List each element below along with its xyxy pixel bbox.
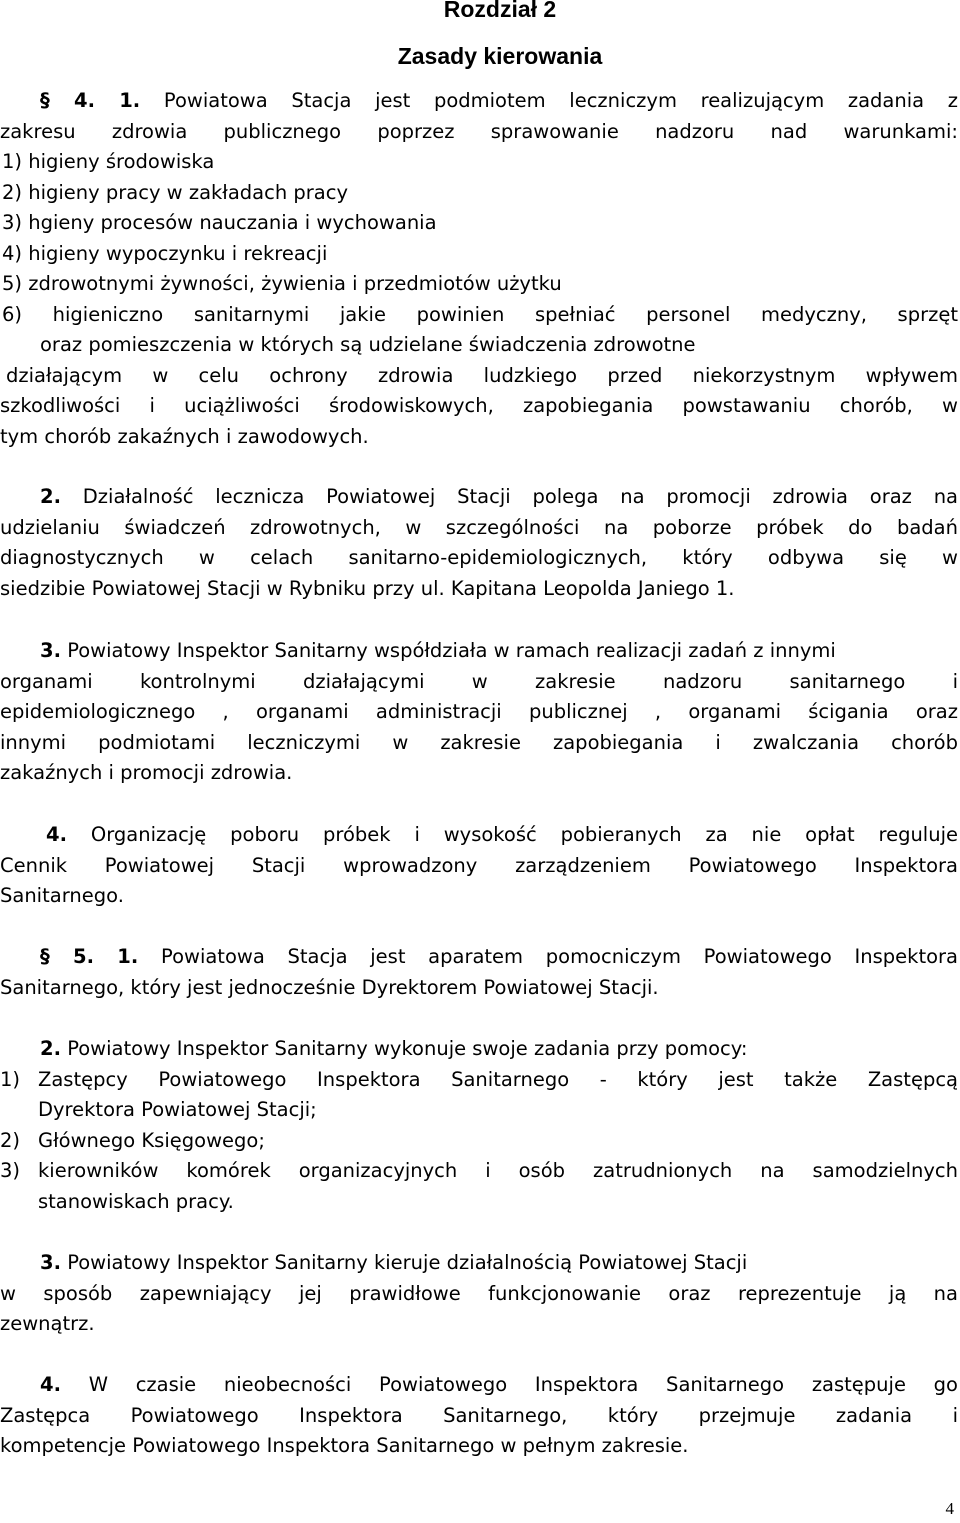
paragraph-text: Powiatowy Inspektor Sanitarny współdziała w ramach realizacji zadań z innymi xyxy=(67,639,836,662)
list-line: Dyrektora Powiatowej Stacji; xyxy=(38,1098,317,1121)
list-item: 5) zdrowotnymi żywności, żywienia i przedmiotów użytku xyxy=(2,272,562,295)
paragraph-line: Cennik Powiatowej Stacji wprowadzony zarządzeniem Powiatowego Inspektora xyxy=(0,853,958,877)
helpers-list xyxy=(0,1065,958,1218)
paragraph-line xyxy=(0,1370,958,1401)
list-item xyxy=(0,1156,958,1217)
list-number: 2) xyxy=(0,1128,21,1152)
list-text xyxy=(38,1065,958,1126)
paragraph-line: zakaźnych i promocji zdrowia. xyxy=(0,761,293,784)
section-4-paragraph-2 xyxy=(0,482,958,604)
paragraph-text: Powiatowa Stacja jest aparatem pomocniczym Powiatowego Inspektora xyxy=(161,945,959,968)
paragraph-line: Sanitarnego. xyxy=(0,884,124,907)
paragraph-line: szkodliwości i uciążliwości środowiskowych, zapobiegania powstawaniu chorób, w xyxy=(0,394,958,417)
list-item xyxy=(0,1126,958,1157)
list-item: 1) higieny środowiska xyxy=(2,150,215,173)
paragraph-line xyxy=(0,1248,958,1279)
chapter-subtitle: Zasady kierowania xyxy=(397,43,603,69)
list-item xyxy=(0,1065,958,1126)
paragraph-text: Organizację poboru próbek i wysokość pobieranych za nie opłat reguluje xyxy=(90,823,958,846)
paragraph-text: W czasie nieobecności Powiatowego Inspektora Sanitarnego zastępuje go xyxy=(88,1373,958,1396)
section-5-paragraph-3 xyxy=(0,1248,958,1340)
list-item: 3) hgieny procesów nauczania i wychowania xyxy=(2,211,437,234)
paragraph-line xyxy=(0,820,958,851)
paragraph-text: Działalność lecznicza Powiatowej Stacji polega na promocji zdrowia oraz na xyxy=(82,485,958,508)
paragraph-line xyxy=(0,482,958,513)
paragraph-marker: 3. xyxy=(40,639,61,662)
section-5-paragraph-2 xyxy=(0,1034,958,1217)
list-number: 3) xyxy=(0,1159,21,1182)
section-4-paragraph-4 xyxy=(0,820,958,912)
paragraph-line: w sposób zapewniający jej prawidłowe funkcjonowanie oraz reprezentuje ją na xyxy=(0,1281,958,1305)
paragraph-line xyxy=(0,1034,958,1065)
list-line: Głównego Księgowego; xyxy=(38,1128,265,1152)
list-item: 6) higieniczno sanitarnymi jakie powinien spełniać personel medyczny, sprzęt xyxy=(2,302,958,326)
paragraph-line xyxy=(0,942,958,973)
paragraph-text: Powiatowy Inspektor Sanitarny kieruje działalnością Powiatowej Stacji xyxy=(67,1251,748,1274)
list-text xyxy=(38,1156,958,1217)
list-item: 2) higieny pracy w zakładach pracy xyxy=(2,180,349,204)
list-text xyxy=(38,1126,958,1157)
list-line: stanowiskach pracy. xyxy=(38,1189,234,1213)
list-item: 4) higieny wypoczynku i rekreacji xyxy=(2,241,328,265)
paragraph-line: działającym w celu ochrony zdrowia ludzkiego przed niekorzystnym wpływem xyxy=(6,363,958,387)
paragraph-line: organami kontrolnymi działającymi w zakresie nadzoru sanitarnego i xyxy=(0,669,958,693)
paragraph-line: Sanitarnego, który jest jednocześnie Dyrektorem Powiatowej Stacji. xyxy=(0,975,659,999)
paragraph-text: Powiatowy Inspektor Sanitarny wykonuje swoje zadania przy pomocy: xyxy=(67,1037,748,1060)
section-5-paragraph-1 xyxy=(0,942,958,1003)
paragraph-line: zewnątrz. xyxy=(0,1312,95,1335)
paragraph-marker: 3. xyxy=(40,1251,61,1274)
paragraph-marker: 4. xyxy=(40,1373,61,1396)
paragraph-line: epidemiologicznego , organami administracji publicznej , organami ścigania oraz xyxy=(0,700,958,723)
paragraph-marker: 4. xyxy=(46,823,67,846)
paragraph-line xyxy=(0,86,958,117)
paragraph-line xyxy=(0,636,958,667)
paragraph-line: innymi podmiotami leczniczymi w zakresie zapobiegania i zwalczania chorób xyxy=(0,730,958,754)
paragraph-marker: 2. xyxy=(40,1037,61,1060)
chapter-title: Rozdział 2 xyxy=(443,0,557,22)
paragraph-text: Powiatowa Stacja jest podmiotem leczniczym realizującym zadania z xyxy=(163,89,958,112)
paragraph-line: diagnostycznych w celach sanitarno-epidemiologicznych, który odbywa się w xyxy=(0,546,958,569)
list-line: Zastępcy Powiatowego Inspektora Sanitarnego - który jest także Zastępcą xyxy=(38,1067,958,1091)
paragraph-marker: § 4. 1. xyxy=(40,89,141,112)
paragraph-line: tym chorób zakaźnych i zawodowych. xyxy=(0,424,369,448)
list-line: kierowników komórek organizacyjnych i osób zatrudnionych na samodzielnych xyxy=(38,1159,958,1182)
paragraph-marker: 2. xyxy=(40,485,61,508)
section-4-paragraph-3 xyxy=(0,636,958,789)
paragraph-marker: § 5. 1. xyxy=(40,945,139,968)
section-5-paragraph-4 xyxy=(0,1370,958,1462)
list-item-continuation: oraz pomieszczenia w których są udzielane świadczenia zdrowotne xyxy=(40,333,696,356)
list-number: 1) xyxy=(0,1067,21,1091)
section-4-paragraph-1 xyxy=(0,86,958,452)
paragraph-line: udzielaniu świadczeń zdrowotnych, w szczególności na poborze próbek do badań xyxy=(0,515,958,539)
paragraph-line: siedzibie Powiatowej Stacji w Rybniku przy ul. Kapitana Leopolda Janiego 1. xyxy=(0,576,735,600)
page-number: 4 xyxy=(945,1499,954,1518)
paragraph-line: Zastępca Powiatowego Inspektora Sanitarnego, który przejmuje zadania i xyxy=(0,1403,958,1427)
paragraph-line: zakresu zdrowia publicznego poprzez sprawowanie nadzoru nad warunkami: xyxy=(0,119,958,143)
paragraph-line: kompetencje Powiatowego Inspektora Sanitarnego w pełnym zakresie. xyxy=(0,1434,689,1457)
